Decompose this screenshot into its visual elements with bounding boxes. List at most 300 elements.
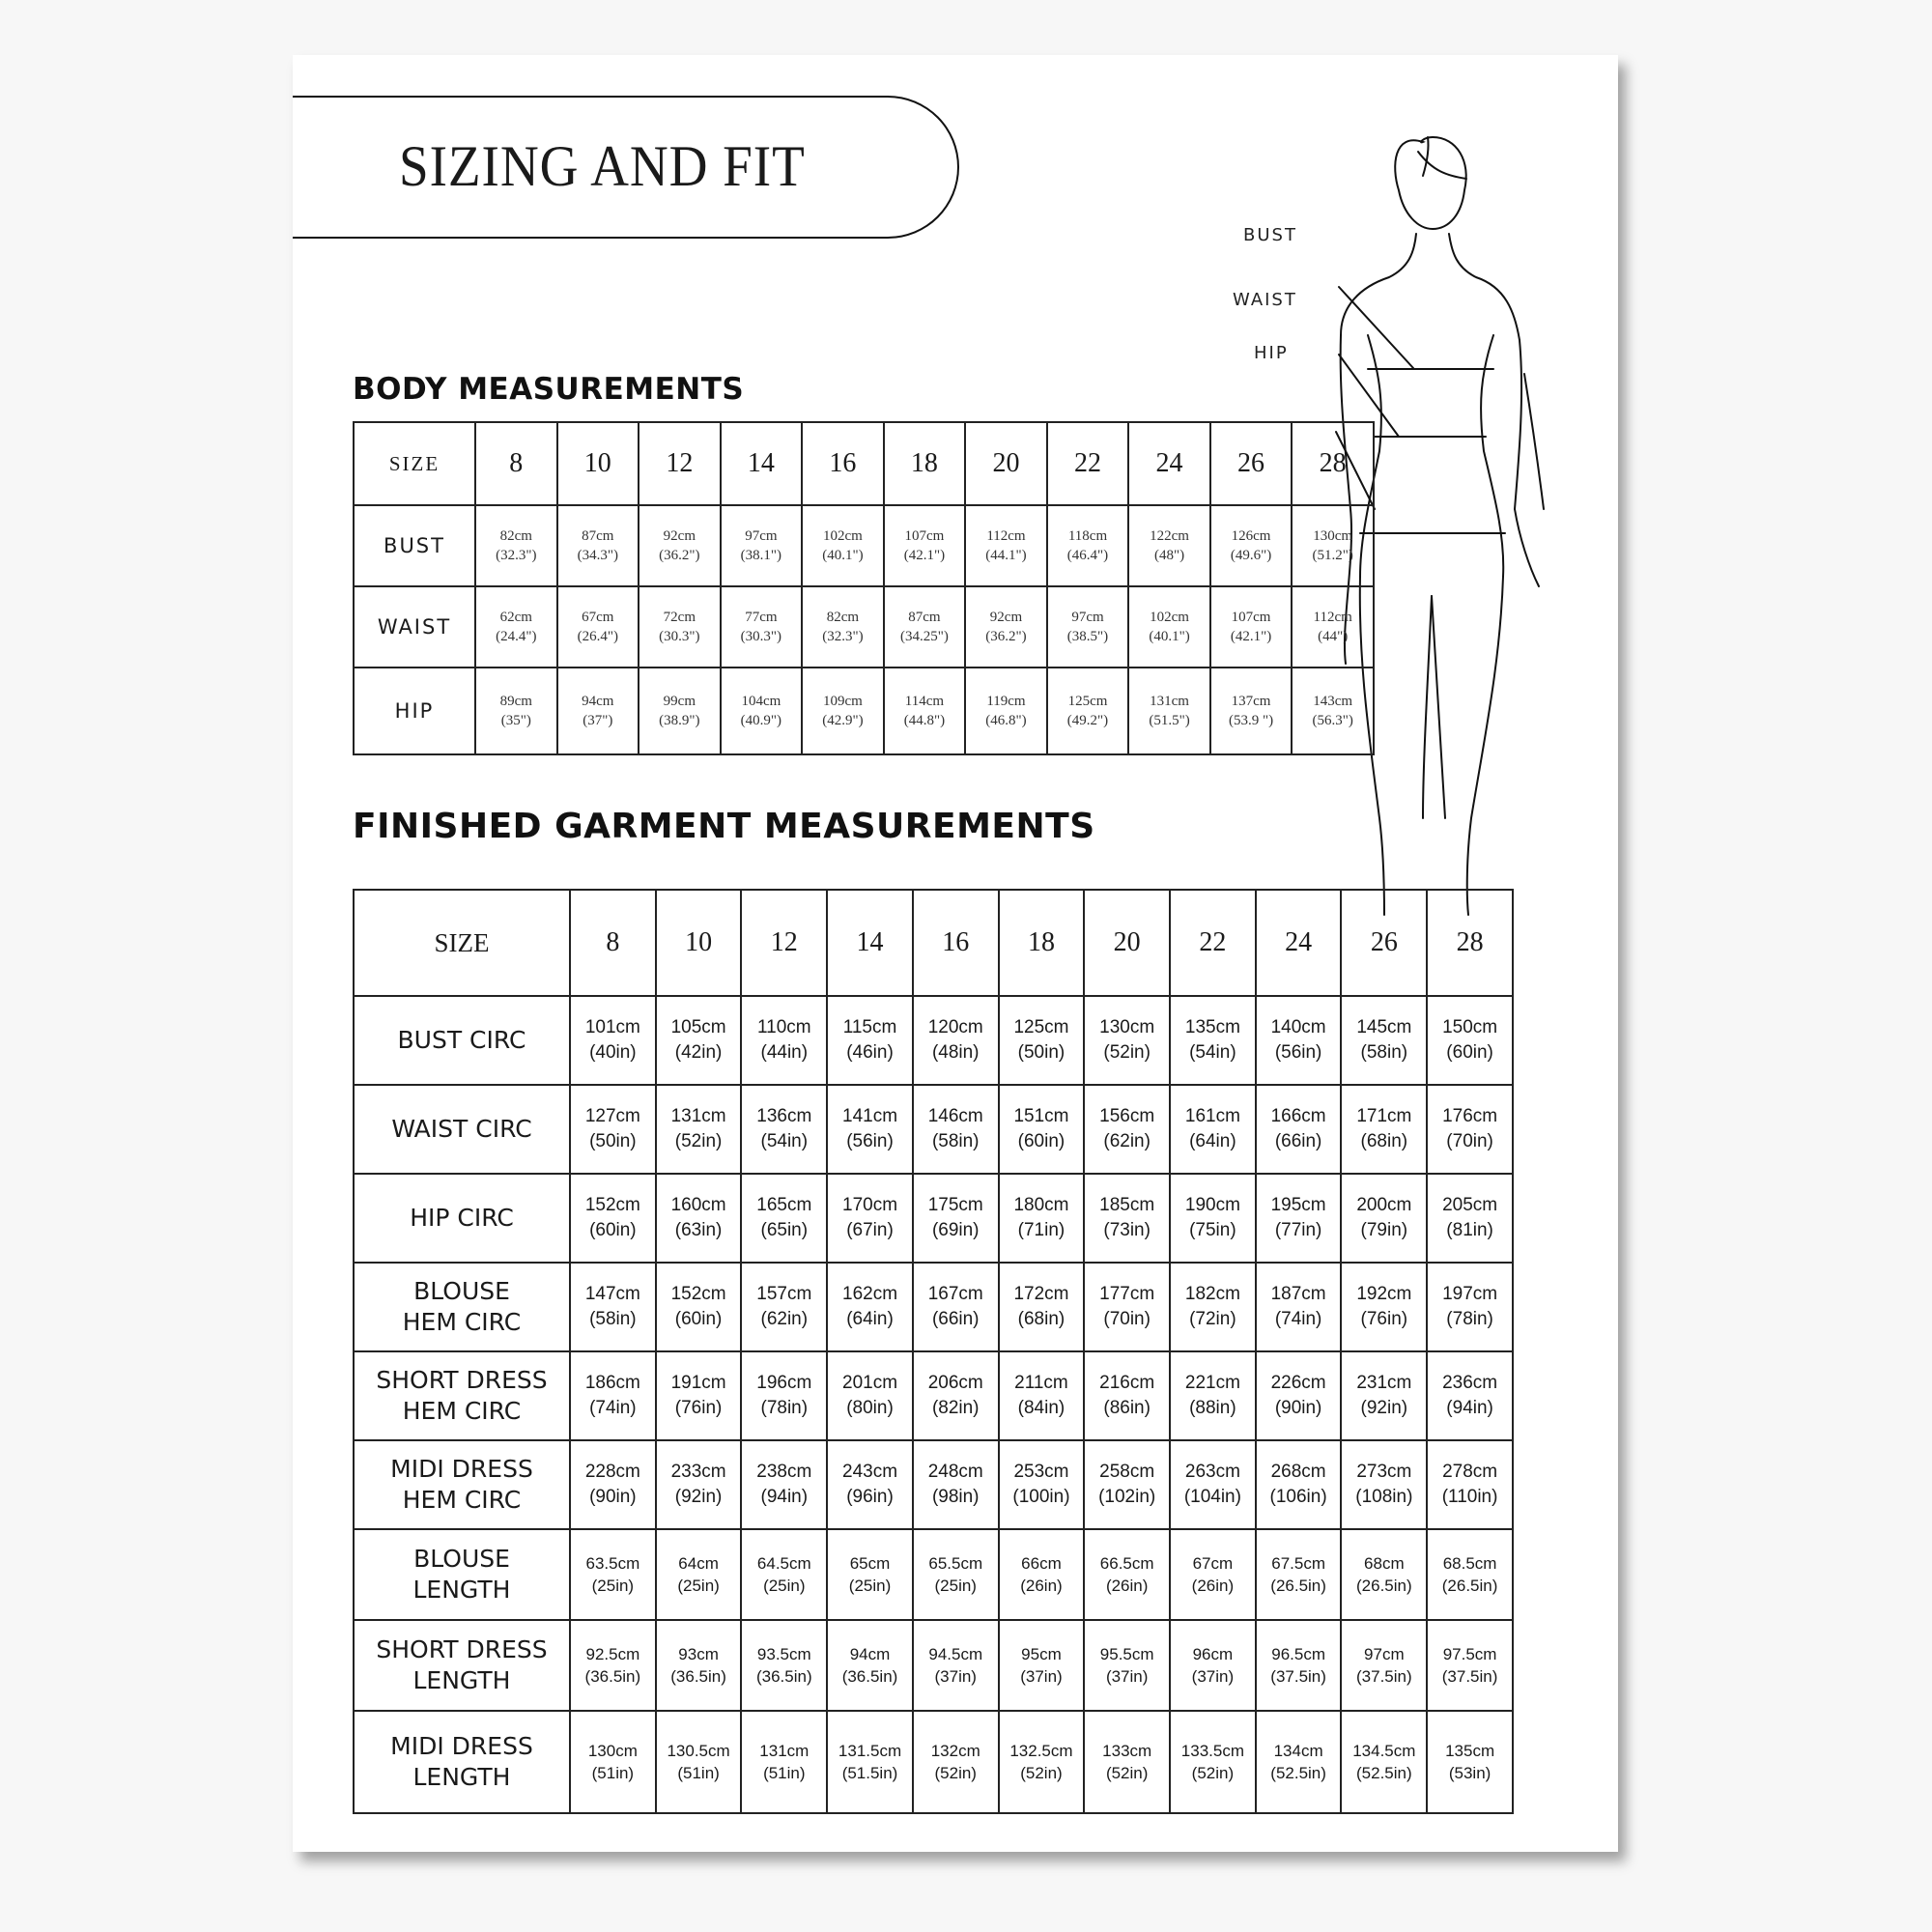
value-in: (36.5in) [841,1667,898,1686]
measurement-cell [913,1085,999,1174]
value-cm: 131.5cm [838,1742,902,1760]
size-header: 26 [1341,890,1427,996]
value-cm: 112cm [1313,610,1352,625]
value-cm: 182cm [1184,1284,1240,1304]
value-in: (37in) [1020,1667,1063,1686]
size-header: 28 [1292,422,1374,505]
measurement-cell [1128,586,1210,668]
value-in: (74in) [1274,1309,1322,1329]
row-label-line: MIDI DRESS [390,1732,533,1760]
row-label [354,1174,570,1263]
value-in: (37in) [1191,1667,1235,1686]
measurement-cell [639,505,721,586]
measurement-cell [965,668,1047,754]
value-cm: 97cm [1364,1645,1405,1663]
size-header: 20 [965,422,1047,505]
measurement-cell [639,586,721,668]
measurement-cell [1084,996,1170,1085]
value-cm: 118cm [1067,528,1108,544]
value-cm: 94cm [849,1645,891,1663]
value-cm: 97cm [1071,610,1104,625]
measurement-cell [656,1440,742,1529]
value-cm: 66cm [1021,1554,1062,1573]
value-cm: 119cm [986,694,1026,709]
value-in: (67in) [846,1220,894,1240]
value-cm: 95cm [1021,1645,1062,1663]
measurement-cell [884,505,966,586]
value-in: (52in) [934,1764,977,1782]
measurement-cell [1341,1174,1427,1263]
value-in: (38.9") [659,713,700,728]
measurement-cell [656,1711,742,1813]
measurement-cell [741,1711,827,1813]
measurement-cell [1128,668,1210,754]
row-label-line: HEM CIRC [402,1308,522,1336]
value-cm: 107cm [1231,610,1271,625]
value-cm: 66.5cm [1099,1554,1154,1573]
measurement-cell [1170,1263,1256,1351]
table-row [354,1174,1513,1263]
value-cm: 200cm [1356,1195,1412,1215]
value-in: (69in) [931,1220,980,1240]
page-title: SIZING AND FIT [399,134,806,198]
value-cm: 134.5cm [1352,1742,1416,1760]
measurement-cell [570,1529,656,1620]
measurement-cell [741,1174,827,1263]
value-in: (110in) [1441,1487,1498,1507]
value-in: (56in) [846,1131,894,1151]
value-cm: 65cm [849,1554,891,1573]
value-in: (81in) [1446,1220,1493,1240]
value-in: (30.3") [740,629,782,644]
measurement-cell [1427,996,1513,1085]
value-in: (94in) [1446,1398,1493,1418]
table-row [354,1620,1513,1711]
measurement-cell [570,1711,656,1813]
measurement-cell [741,1085,827,1174]
table-row [354,1529,1513,1620]
row-label-line: MIDI DRESS [390,1455,533,1483]
value-cm: 134cm [1273,1742,1323,1760]
measurement-cell [570,1351,656,1440]
row-label [354,1620,570,1711]
size-header: 26 [1210,422,1293,505]
measurement-cell [570,1174,656,1263]
value-in: (52in) [1020,1764,1063,1782]
measurement-cell [913,1620,999,1711]
value-in: (51in) [677,1764,720,1782]
measurement-cell [1084,1711,1170,1813]
size-header: 14 [827,890,913,996]
measurement-cell [827,1620,913,1711]
measurement-cell [999,1620,1085,1711]
value-cm: 248cm [927,1462,983,1482]
value-cm: 236cm [1442,1373,1498,1393]
measurement-cell [999,996,1085,1085]
measurement-cell [721,505,803,586]
measurement-cell [721,586,803,668]
value-cm: 190cm [1184,1195,1240,1215]
measurement-cell [913,1711,999,1813]
value-cm: 99cm [663,694,696,709]
value-cm: 122cm [1150,528,1189,544]
row-label-line: SHORT DRESS [376,1366,548,1394]
measurement-cell [1292,668,1374,754]
row-label [354,1263,570,1351]
measurement-cell [1427,1085,1513,1174]
value-cm: 92cm [989,610,1023,625]
measurement-cell [999,1085,1085,1174]
size-header: 22 [1047,422,1129,505]
measurement-cell [884,586,966,668]
value-cm: 166cm [1270,1106,1326,1126]
measurement-cell [999,1174,1085,1263]
value-in: (68in) [1360,1131,1408,1151]
table-row [354,1711,1513,1813]
value-cm: 132.5cm [1009,1742,1073,1760]
measurement-cell [1047,505,1129,586]
measurement-cell [1210,586,1293,668]
value-cm: 104cm [741,694,781,709]
row-label: WAIST [354,586,475,668]
value-in: (90in) [1274,1398,1322,1418]
measurement-cell [1341,1351,1427,1440]
value-in: (64in) [1189,1131,1236,1151]
table-row [354,668,1374,754]
measurement-cell [557,668,639,754]
value-in: (36.2") [659,548,700,563]
value-cm: 130cm [1099,1017,1155,1037]
measurement-cell [741,1440,827,1529]
size-header: 28 [1427,890,1513,996]
measurement-cell [827,1351,913,1440]
value-in: (36.5in) [670,1667,726,1686]
measurement-cell [1341,996,1427,1085]
value-in: (100in) [1012,1487,1070,1507]
measurement-cell [965,586,1047,668]
value-cm: 64.5cm [756,1554,811,1573]
value-cm: 132cm [930,1742,980,1760]
row-label-line: BUST CIRC [397,1026,526,1054]
size-header: 24 [1128,422,1210,505]
value-cm: 140cm [1270,1017,1326,1037]
value-in: (71in) [1017,1220,1065,1240]
measurement-cell [1427,1351,1513,1440]
value-in: (51.5in) [841,1764,898,1782]
value-in: (106in) [1269,1487,1327,1507]
value-in: (60in) [589,1220,637,1240]
value-cm: 67cm [1192,1554,1234,1573]
value-in: (40.1") [822,548,864,563]
size-header: 10 [656,890,742,996]
size-header: 16 [802,422,884,505]
value-in: (58in) [589,1309,637,1329]
value-cm: 231cm [1356,1373,1412,1393]
measurement-cell [1170,1174,1256,1263]
value-in: (63in) [674,1220,723,1240]
size-header: 10 [557,422,639,505]
figure-label-hip: HIP [1254,343,1289,363]
measurement-cell [1427,1440,1513,1529]
value-cm: 263cm [1184,1462,1240,1482]
value-cm: 197cm [1442,1284,1498,1304]
measurement-cell [1170,1085,1256,1174]
measurement-cell [999,1263,1085,1351]
value-cm: 176cm [1442,1106,1498,1126]
measurement-cell [913,1351,999,1440]
value-cm: 133cm [1102,1742,1152,1760]
measurement-cell [1292,586,1374,668]
measurement-cell [802,668,884,754]
row-label-line: HEM CIRC [402,1397,522,1425]
measurement-cell [639,668,721,754]
value-in: (25in) [934,1577,977,1595]
value-cm: 175cm [927,1195,983,1215]
value-cm: 92cm [663,528,696,544]
value-cm: 105cm [670,1017,726,1037]
value-in: (79in) [1360,1220,1408,1240]
value-cm: 162cm [842,1284,898,1304]
value-in: (52in) [1103,1042,1151,1063]
row-label-line: LENGTH [412,1576,511,1604]
value-cm: 125cm [1013,1017,1069,1037]
table-row [354,1440,1513,1529]
value-cm: 201cm [842,1373,898,1393]
value-in: (37.5in) [1441,1667,1498,1686]
measurement-cell [1084,1351,1170,1440]
value-cm: 192cm [1356,1284,1412,1304]
value-cm: 64cm [678,1554,719,1573]
value-cm: 87cm [582,528,614,544]
value-in: (52in) [674,1131,723,1151]
measurement-cell [1341,1263,1427,1351]
value-cm: 268cm [1270,1462,1326,1482]
value-in: (96in) [846,1487,894,1507]
measurement-cell [1170,1529,1256,1620]
value-cm: 93cm [678,1645,719,1663]
measurement-cell [1256,1440,1342,1529]
measurement-cell [1427,1174,1513,1263]
value-cm: 92.5cm [585,1645,640,1663]
value-cm: 152cm [670,1284,726,1304]
value-cm: 186cm [584,1373,640,1393]
value-in: (58in) [931,1131,980,1151]
value-in: (53in) [1448,1764,1492,1782]
measurement-cell [999,1711,1085,1813]
value-in: (75in) [1189,1220,1236,1240]
measurement-cell [1170,1351,1256,1440]
value-cm: 97cm [745,528,778,544]
measurement-cell [1341,1440,1427,1529]
measurement-cell [1084,1440,1170,1529]
value-cm: 216cm [1099,1373,1155,1393]
measurement-cell [1170,1711,1256,1813]
value-cm: 114cm [904,694,945,709]
value-cm: 211cm [1014,1373,1068,1393]
measurement-cell [913,996,999,1085]
value-cm: 170cm [842,1195,898,1215]
value-in: (51in) [591,1764,635,1782]
value-cm: 180cm [1013,1195,1069,1215]
garment-measurements-heading: FINISHED GARMENT MEASUREMENTS [353,807,1095,846]
value-in: (62in) [1103,1131,1151,1151]
value-cm: 67.5cm [1271,1554,1325,1573]
value-cm: 87cm [908,610,941,625]
value-cm: 171cm [1356,1106,1412,1126]
row-label-line: LENGTH [412,1763,511,1791]
value-cm: 112cm [986,528,1026,544]
figure-label-bust: BUST [1243,225,1297,245]
value-in: (49.6") [1230,548,1272,563]
value-in: (72in) [1189,1309,1236,1329]
measurement-cell [1084,1529,1170,1620]
value-in: (66in) [1274,1131,1322,1151]
measurement-cell [1256,1351,1342,1440]
measurement-cell [827,996,913,1085]
value-in: (51.2") [1312,548,1353,563]
value-in: (42in) [674,1042,723,1063]
value-cm: 68.5cm [1442,1554,1497,1573]
size-header: 24 [1256,890,1342,996]
value-in: (44in) [760,1042,809,1063]
value-cm: 68cm [1364,1554,1405,1573]
measurement-cell [1084,1620,1170,1711]
value-in: (37in) [1105,1667,1149,1686]
value-in: (26.5in) [1356,1577,1412,1595]
value-in: (54in) [760,1131,809,1151]
value-cm: 137cm [1231,694,1271,709]
measurement-cell [999,1529,1085,1620]
value-cm: 63.5cm [585,1554,640,1573]
measurement-cell [913,1174,999,1263]
value-in: (53.9 ") [1228,713,1274,728]
measurement-cell [570,996,656,1085]
value-in: (76in) [1360,1309,1408,1329]
measurement-cell [1427,1711,1513,1813]
value-in: (36.5in) [584,1667,641,1686]
value-in: (50in) [1017,1042,1065,1063]
measurement-cell [656,1085,742,1174]
value-in: (26.5in) [1441,1577,1498,1595]
measurement-cell [827,1711,913,1813]
value-cm: 115cm [842,1017,897,1037]
value-in: (46in) [846,1042,894,1063]
measurement-cell [965,505,1047,586]
measurement-cell [656,1351,742,1440]
value-cm: 258cm [1099,1462,1155,1482]
value-in: (98in) [931,1487,980,1507]
size-header: 12 [741,890,827,996]
value-in: (70in) [1103,1309,1151,1329]
value-in: (42.1") [903,548,946,563]
measurement-cell [570,1440,656,1529]
measurement-cell [1341,1085,1427,1174]
value-in: (25in) [677,1577,720,1595]
row-label-line: HEM CIRC [402,1486,522,1514]
value-cm: 107cm [904,528,945,544]
value-in: (35") [500,713,531,728]
value-in: (44.1") [985,548,1027,563]
measurement-cell [827,1529,913,1620]
value-in: (51.5") [1149,713,1190,728]
value-in: (84in) [1017,1398,1065,1418]
value-cm: 172cm [1013,1284,1069,1304]
value-in: (76in) [674,1398,723,1418]
value-cm: 96.5cm [1271,1645,1325,1663]
size-header: 12 [639,422,721,505]
measurement-cell [1210,668,1293,754]
value-cm: 125cm [1067,694,1108,709]
value-cm: 136cm [756,1106,812,1126]
value-in: (104in) [1183,1487,1241,1507]
value-in: (58in) [1360,1042,1408,1063]
measurement-cell [475,505,557,586]
value-cm: 206cm [927,1373,983,1393]
value-cm: 145cm [1356,1017,1412,1037]
measurement-cell [1084,1085,1170,1174]
value-in: (52in) [1191,1764,1235,1782]
value-in: (70in) [1446,1131,1493,1151]
value-cm: 191cm [670,1373,726,1393]
value-cm: 120cm [927,1017,983,1037]
value-in: (24.4") [496,629,537,644]
value-in: (25in) [763,1577,806,1595]
row-label: BUST [354,505,475,586]
value-in: (52.5in) [1270,1764,1326,1782]
value-cm: 228cm [584,1462,640,1482]
row-label [354,996,570,1085]
value-in: (48in) [931,1042,980,1063]
measurement-cell [1210,505,1293,586]
value-cm: 196cm [756,1373,812,1393]
measurement-cell [741,1529,827,1620]
value-in: (62in) [760,1309,809,1329]
value-cm: 233cm [670,1462,726,1482]
value-in: (26.5in) [1270,1577,1326,1595]
value-cm: 77cm [745,610,778,625]
value-cm: 278cm [1442,1462,1498,1482]
measurement-cell [1170,996,1256,1085]
value-cm: 82cm [826,610,860,625]
value-in: (48") [1153,548,1185,563]
measurement-cell [557,505,639,586]
measurement-cell [802,505,884,586]
value-cm: 273cm [1356,1462,1412,1482]
value-cm: 130cm [587,1742,638,1760]
value-in: (78in) [760,1398,809,1418]
value-in: (92in) [674,1487,723,1507]
measurement-cell [1170,1440,1256,1529]
measurement-cell [802,586,884,668]
size-header: 16 [913,890,999,996]
value-in: (74in) [589,1398,637,1418]
size-header: 8 [570,890,656,996]
value-in: (44") [1318,629,1349,644]
value-cm: 167cm [927,1284,983,1304]
size-header: 18 [999,890,1085,996]
value-cm: 141cm [842,1106,898,1126]
value-in: (92in) [1360,1398,1408,1418]
measurement-cell [721,668,803,754]
measurement-cell [656,1174,742,1263]
value-cm: 156cm [1099,1106,1155,1126]
value-in: (25in) [591,1577,635,1595]
measurement-cell [1047,586,1129,668]
measurement-cell [1341,1711,1427,1813]
row-label-line: BLOUSE [413,1545,510,1573]
row-label: HIP [354,668,475,754]
value-cm: 205cm [1442,1195,1498,1215]
